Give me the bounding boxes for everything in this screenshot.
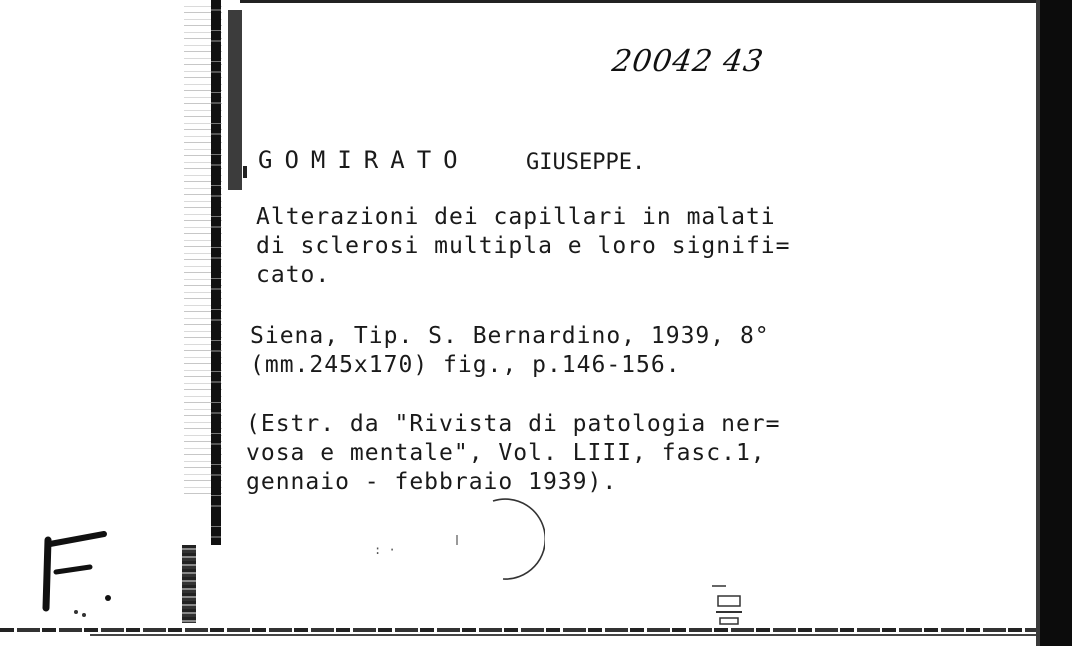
imprint-line: (mm.245x170) fig., p.146-156. (250, 352, 681, 378)
margin-mark-f (36, 520, 126, 620)
imprint-line: Siena, Tip. S. Bernardino, 1939, 8° (250, 323, 770, 349)
accession-number: 20042 43 (609, 44, 766, 79)
author-given-name: GIUSEPPE. (526, 150, 646, 175)
series-note-line: vosa e mentale", Vol. LIII, fasc.1, (246, 440, 766, 466)
speck-marks: : · (374, 543, 396, 557)
binding-lower (182, 545, 196, 623)
top-border (240, 0, 1036, 3)
series-note-line: gennaio - febbraio 1939). (246, 469, 618, 495)
author-surname: GOMIRATO (258, 146, 470, 174)
title-line: Alterazioni dei capillari in malati (256, 204, 776, 230)
series-note-line: (Estr. da "Rivista di patologia ner= (246, 411, 781, 437)
scan-edge-right (1040, 0, 1072, 646)
bottom-border (0, 628, 1036, 632)
title-line: cato. (256, 262, 331, 288)
shelf-mark (702, 580, 756, 626)
bottom-border-inner (90, 634, 1036, 636)
binding-bar (211, 0, 221, 545)
imprint-block (250, 322, 810, 380)
binding-bar-upper (228, 10, 242, 190)
series-note-block (246, 410, 806, 497)
title-line: di sclerosi multipla e loro signifi= (256, 233, 791, 259)
stamp-circle (453, 495, 545, 587)
binding-stub (243, 166, 247, 178)
title-block (256, 203, 816, 290)
